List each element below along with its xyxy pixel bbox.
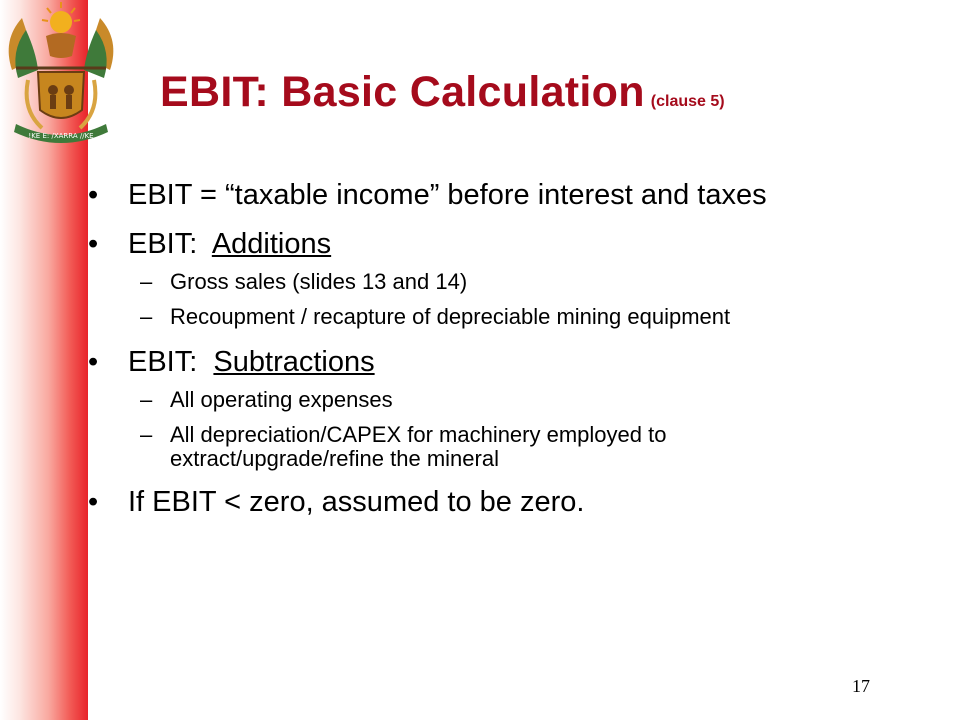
bullet-marker: •	[88, 486, 99, 518]
bullet-item	[88, 347, 868, 378]
coat-of-arms-icon	[2, 0, 120, 150]
dash-marker: –	[140, 422, 153, 447]
dash-marker: –	[140, 387, 153, 412]
bullet-item	[88, 487, 868, 518]
sub-bullet-item	[88, 423, 868, 471]
crest-motto: !KE E: /XARRA //KE	[28, 132, 94, 140]
slide-title	[160, 68, 920, 128]
bullet-text: If EBIT < zero, assumed to be zero.	[128, 486, 585, 518]
bullet-text-underlined: Additions	[211, 228, 332, 260]
sub-bullet-text: All operating expenses	[170, 387, 393, 412]
bullet-marker: •	[88, 179, 99, 211]
page-number: 17	[852, 676, 870, 696]
title-subtext: (clause 5)	[650, 93, 725, 110]
dash-marker: –	[140, 269, 153, 294]
bullet-item	[88, 180, 868, 211]
sub-bullet-text: All depreciation/CAPEX for machinery employed to extract/upgrade/refine the mineral	[170, 422, 667, 471]
bullet-text: EBIT = “taxable income” before interest and taxes	[128, 179, 767, 211]
sub-bullet-text: Recoupment / recapture of depreciable mining equipment	[170, 304, 731, 329]
bullet-marker: •	[88, 228, 99, 260]
bullet-text-prefix: EBIT:	[128, 346, 214, 378]
bullet-item	[88, 229, 868, 260]
bullet-text-prefix: EBIT:	[128, 228, 212, 260]
bullet-marker: •	[88, 346, 99, 378]
sub-bullet-item	[88, 305, 868, 329]
sub-bullet-text: Gross sales (slides 13 and 14)	[170, 269, 468, 294]
bullet-list	[88, 180, 868, 536]
sub-bullet-item	[88, 388, 868, 412]
dash-marker: –	[140, 304, 153, 329]
bullet-text-underlined: Subtractions	[213, 346, 375, 378]
title-main-text: EBIT: Basic Calculation	[160, 68, 645, 116]
sub-bullet-item	[88, 270, 868, 294]
